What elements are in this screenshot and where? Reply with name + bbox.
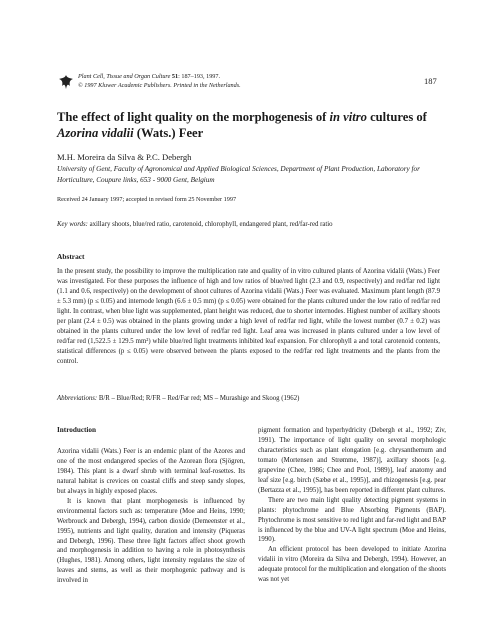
publisher-logo-icon	[58, 74, 74, 90]
abbreviations-text: B/R – Blue/Red; R/FR – Red/Far red; MS – Murashige and Skoog (1962)	[97, 395, 300, 402]
journal-pages: : 187–193, 1997.	[178, 73, 221, 80]
intro-paragraph-5: An efficient protocol has been developed to initiate Azorina vidalii in vitro (Moreira da Silva and Debergh, 1994). However, an adequate protocol for the multiplication and elongation of the shoots was not yet	[258, 546, 446, 584]
journal-name: Plant Cell, Tissue and Organ Culture	[78, 73, 171, 80]
keywords	[57, 221, 457, 228]
abbreviations-label: Abbreviations:	[57, 395, 98, 402]
journal-volume: 51	[171, 73, 179, 80]
left-column	[57, 426, 245, 586]
received-dates: Received 24 January 1997; accepted in revised form 25 November 1997	[57, 196, 237, 203]
authors: M.H. Moreira da Silva & P.C. Debergh	[57, 152, 192, 162]
keywords-text: axillary shoots, blue/red ratio, carotenoid, chlorophyll, endangered plant, red/far-red ratio	[87, 221, 333, 228]
right-column	[258, 426, 446, 585]
affiliation: University of Gent, Faculty of Agronomical and Applied Biological Sciences, Department of Plant Production, Laboratory for Horticulture, Coupure links, 653 - 9000 Gent, Belgium	[57, 165, 420, 184]
journal-header	[78, 72, 241, 90]
page-number: 187	[424, 76, 437, 86]
intro-paragraph-4: There are two main light quality detecting pigment systems in plants: phytochrome and Blue Absorbing Pigments (BAP). Phytochrome is most sensitive to red light and far-red light and BAP is influenced by the blue and UV-A light spectrum (Moe and Heins, 1990).	[258, 496, 446, 544]
intro-paragraph-3: pigment formation and hyperhydricity (Debergh et al., 1992; Ziv, 1991). The importance of light quality on several morphologic characteristics such as plant elongation [e.g. chrysanthemum and tomato (Mortensen and Strømme, 1987)], axillary shoots [e.g. grapevine (Chee, 1986; Chee and Pool, 1989)], leaf anatomy and leaf size [e.g. birch (Sæbø et al., 1995)], and rhizogenesis [e.g. pear (Bertazza et al., 1995)], has been reported in different plant cultures.	[258, 427, 446, 494]
intro-paragraph-2: It is known that plant morphogenesis is influenced by environmental factors such as: temperature (Moe and Heins, 1990; Werbrouck and Debergh, 1994), carbon dioxide (Demeenster et al., 1995), nutrients and light quality, duration and intensity (Piqueras and Debergh, 1996). These three light factors affect shoot growth and morphogenesis in addition to having a role in photosynthesis (Hughes, 1981). Among others, light intensity regulates the size of leaves and stems, as well as their morphogenic pathway and is involved in	[57, 497, 245, 585]
keywords-label: Key words:	[57, 221, 88, 228]
copyright-line: © 1997 Kluwer Academic Publishers. Printed in the Netherlands.	[78, 82, 241, 89]
intro-paragraph-1: Azorina vidalii (Wats.) Feer is an endemic plant of the Azores and one of the most endangered species of the Azorean flora (Sjögren, 1984). This plant is a dwarf shrub with terminal leaf-rosettes. Its natural habitat is crevices on coastal cliffs and steep sandy slopes, but always in highly exposed places.	[57, 447, 245, 495]
abbreviations	[57, 395, 440, 402]
abstract-text: In the present study, the possibility to improve the multiplication rate and quality of in vitro cultured plants of Azorina vidalii (Wats.) Feer was investigated. For these purposes the influence of high and low ratios of blue/red light (2.3 and 0.9, respectively) and red/far red light (1.1 and 0.6, respectively) on the development of shoot cultures of Azorina vidalii (Wats.) Feer was evaluated. Maximum plant length (87.9 ± 5.3 mm) (p ≤ 0.05) and internode length (6.6 ± 0.5 mm) (p ≤ 0.05) were obtained for the plants cultured under the low ratio of red/far red light. In contrast, when blue light was supplemented, plant height was reduced, due to shorter internodes. Highest number of axillary shoots per plant (2.4 ± 0.5) was obtained in the plants growing under a high level of red/far red light, while the lowest number (0.7 ± 0.2) was obtained in the plants cultured under the low level of red/far red light. Leaf area was increased in plants cultured under a low level of red/far red (1,522.5 ± 129.5 mm²) while blue/red light treatments inhibited leaf expansion. For chlorophyll a and total carotenoid contents, statistical differences (p ≤ 0.05) were observed between the plants exposed to the red/far red light treatments and the plants from the control.	[57, 268, 440, 365]
introduction-heading: Introduction	[57, 426, 97, 434]
paper-title: The effect of light quality on the morphogenesis of in vitro cultures of Azorina vidalii (Wats.) Feer	[57, 110, 427, 140]
abstract-heading: Abstract	[57, 252, 85, 261]
